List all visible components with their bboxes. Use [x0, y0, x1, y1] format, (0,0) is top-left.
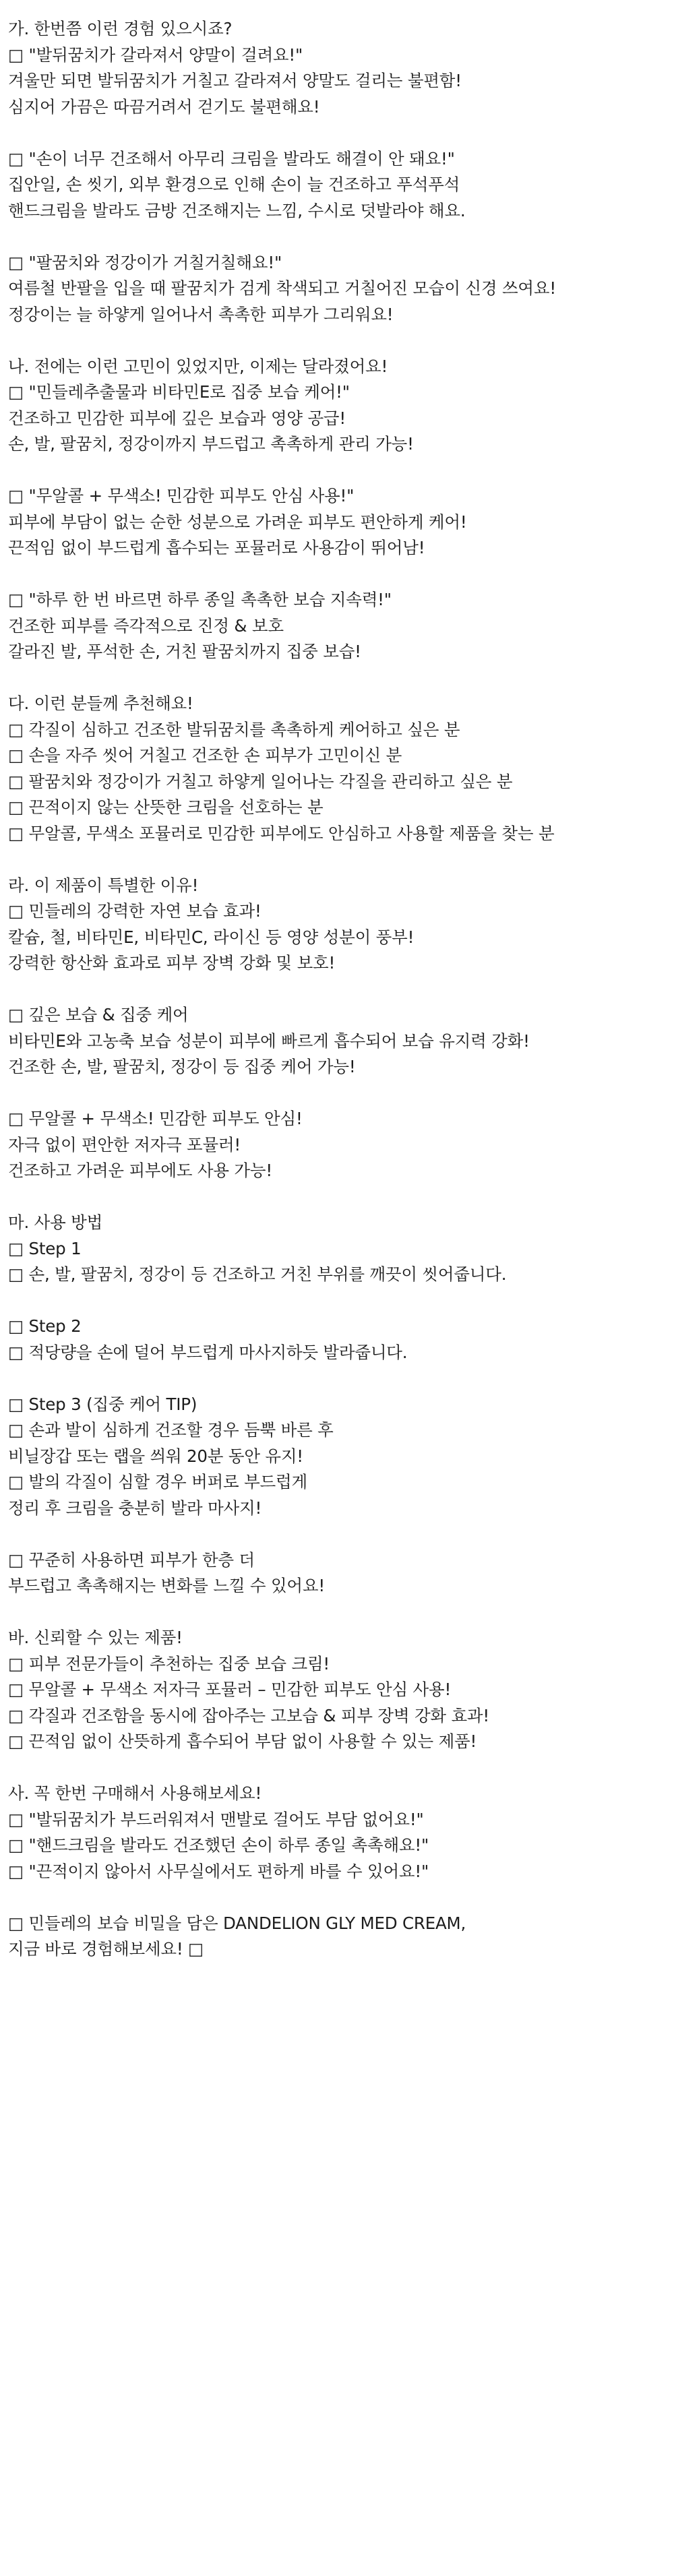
- text-line: 가. 한번쯤 이런 경험 있으시죠?: [8, 19, 233, 38]
- text-line: 건조하고 가려운 피부에도 사용 가능!: [8, 1161, 272, 1180]
- text-line: 칼슘, 철, 비타민E, 비타민C, 라이신 등 영양 성분이 풍부!: [8, 927, 415, 947]
- paragraph-gap: [8, 224, 667, 250]
- text-line: □ "무알콜 + 무색소! 민감한 피부도 안심 사용!": [8, 486, 355, 505]
- paragraph-gap: [8, 120, 667, 146]
- text-line: 핸드크림을 발라도 금방 건조해지는 느낌, 수시로 덧발라야 해요.: [8, 200, 466, 220]
- text-line: 정리 후 크림을 충분히 발라 마사지!: [8, 1498, 262, 1518]
- text-line: 손, 발, 팔꿈치, 정강이까지 부드럽고 촉촉하게 관리 가능!: [8, 434, 414, 454]
- text-line: □ Step 3 (집중 케어 TIP): [8, 1394, 197, 1414]
- text-line: □ 민들레의 강력한 자연 보습 효과!: [8, 901, 262, 921]
- text-line: □ 각질이 심하고 건조한 발뒤꿈치를 촉촉하게 케어하고 싶은 분: [8, 719, 460, 739]
- paragraph-gap: [8, 1521, 667, 1547]
- text-line: 건조한 피부를 즉각적으로 진정 & 보호: [8, 615, 284, 636]
- text-line: 지금 바로 경험해보세요! □: [8, 1939, 204, 1959]
- paragraph-gap: [8, 1884, 667, 1911]
- text-line: 비타민E와 고농축 보습 성분이 피부에 빠르게 흡수되어 보습 유지력 강화!: [8, 1031, 530, 1051]
- text-line: □ "손이 너무 건조해서 아무리 크림을 발라도 해결이 안 돼요!": [8, 148, 455, 168]
- text-line: □ 발의 각질이 심할 경우 버퍼로 부드럽게: [8, 1472, 307, 1492]
- text-line: □ 끈적이지 않는 산뜻한 크림을 선호하는 분: [8, 797, 324, 817]
- text-line: 다. 이런 분들께 추천해요!: [8, 694, 193, 713]
- text-line: □ 무알콜 + 무색소! 민감한 피부도 안심!: [8, 1109, 303, 1128]
- text-line: □ 끈적임 없이 산뜻하게 흡수되어 부담 없이 사용할 수 있는 제품!: [8, 1731, 477, 1751]
- paragraph-gap: [8, 1288, 667, 1314]
- paragraph-gap: [8, 1080, 667, 1107]
- text-line: 사. 꼭 한번 구매해서 사용해보세요!: [8, 1783, 262, 1803]
- text-line: □ 무알콜 + 무색소 저자극 포뮬러 – 민감한 피부도 안심 사용!: [8, 1680, 452, 1699]
- text-line: □ 각질과 건조함을 동시에 잡아주는 고보습 & 피부 장벽 강화 효과!: [8, 1705, 490, 1725]
- text-line: □ 무알콜, 무색소 포뮬러로 민감한 피부에도 안심하고 사용할 제품을 찾는 분: [8, 823, 555, 843]
- text-line: 건조한 손, 발, 팔꿈치, 정강이 등 집중 케어 가능!: [8, 1057, 356, 1076]
- text-line: 끈적임 없이 부드럽게 흡수되는 포뮬러로 사용감이 뛰어남!: [8, 538, 425, 557]
- text-line: □ "팔꿈치와 정강이가 거칠거칠해요!": [8, 252, 282, 272]
- text-line: □ 손과 발이 심하게 건조할 경우 듬뿍 바른 후: [8, 1420, 334, 1440]
- paragraph-gap: [8, 1366, 667, 1392]
- text-line: □ "핸드크림을 발라도 건조했던 손이 하루 종일 촉촉해요!": [8, 1835, 429, 1855]
- text-line: □ 적당량을 손에 덜어 부드럽게 마사지하듯 발라줍니다.: [8, 1342, 408, 1362]
- paragraph-gap: [8, 665, 667, 692]
- text-line: 부드럽고 촉촉해지는 변화를 느낄 수 있어요!: [8, 1576, 325, 1595]
- paragraph-gap: [8, 977, 667, 1003]
- text-line: 건조하고 민감한 피부에 깊은 보습과 영양 공급!: [8, 408, 346, 428]
- text-line: □ "발뒤꿈치가 부드러워져서 맨발로 걸어도 부담 없어요!": [8, 1809, 424, 1829]
- paragraph-gap: [8, 561, 667, 588]
- paragraph-gap: [8, 328, 667, 354]
- text-line: 심지어 가끔은 따끔거려서 걷기도 불편해요!: [8, 96, 320, 117]
- text-line: 바. 신뢰할 수 있는 제품!: [8, 1628, 183, 1647]
- text-line: □ "하루 한 번 바르면 하루 종일 촉촉한 보습 지속력!": [8, 590, 392, 609]
- text-line: □ 민들레의 보습 비밀을 담은 DANDELION GLY MED CREAM,: [8, 1913, 466, 1933]
- text-line: □ 피부 전문가들이 추천하는 집중 보습 크림!: [8, 1653, 330, 1674]
- text-line: 나. 전에는 이런 고민이 있었지만, 이제는 달라졌어요!: [8, 356, 388, 376]
- paragraph-gap: [8, 1599, 667, 1626]
- text-line: 강력한 항산화 효과로 피부 장벽 강화 및 보호!: [8, 953, 336, 973]
- text-line: 겨울만 되면 발뒤꿈치가 거칠고 갈라져서 양말도 걸리는 불편함!: [8, 71, 462, 90]
- text-line: 비닐장갑 또는 랩을 씌워 20분 동안 유지!: [8, 1446, 303, 1466]
- text-line: □ "끈적이지 않아서 사무실에서도 편하게 바를 수 있어요!": [8, 1861, 429, 1881]
- text-line: 라. 이 제품이 특별한 이유!: [8, 875, 199, 895]
- paragraph-gap: [8, 1755, 667, 1781]
- text-line: 피부에 부담이 없는 순한 성분으로 가려운 피부도 편안하게 케어!: [8, 512, 467, 532]
- paragraph-gap: [8, 458, 667, 484]
- text-line: □ 손, 발, 팔꿈치, 정강이 등 건조하고 거친 부위를 깨끗이 씻어줍니다.: [8, 1264, 507, 1284]
- text-line: □ Step 2: [8, 1316, 82, 1336]
- text-line: 자극 없이 편안한 저자극 포뮬러!: [8, 1134, 241, 1155]
- paragraph-gap: [8, 1184, 667, 1210]
- text-line: □ "발뒤꿈치가 갈라져서 양말이 걸려요!": [8, 44, 303, 65]
- text-line: 집안일, 손 씻기, 외부 환경으로 인해 손이 늘 건조하고 푸석푸석: [8, 175, 460, 194]
- text-line: □ Step 1: [8, 1238, 82, 1258]
- paragraph-gap: [8, 847, 667, 873]
- text-line: □ 팔꿈치와 정강이가 거칠고 하얗게 일어나는 각질을 관리하고 싶은 분: [8, 771, 513, 791]
- text-line: 갈라진 발, 푸석한 손, 거친 팔꿈치까지 집중 보습!: [8, 642, 361, 661]
- text-line: □ "민들레추출물과 비타민E로 집중 보습 케어!": [8, 382, 350, 402]
- text-line: 여름철 반팔을 입을 때 팔꿈치가 검게 착색되고 거칠어진 모습이 신경 쓰여요!: [8, 278, 556, 298]
- text-line: □ 꾸준히 사용하면 피부가 한층 더: [8, 1550, 255, 1570]
- text-line: 정강이는 늘 하얗게 일어나서 촉촉한 피부가 그리워요!: [8, 304, 394, 324]
- text-line: □ 깊은 보습 & 집중 케어: [8, 1005, 189, 1024]
- text-line: 마. 사용 방법: [8, 1213, 103, 1232]
- text-line: □ 손을 자주 씻어 거칠고 건조한 손 피부가 고민이신 분: [8, 745, 402, 765]
